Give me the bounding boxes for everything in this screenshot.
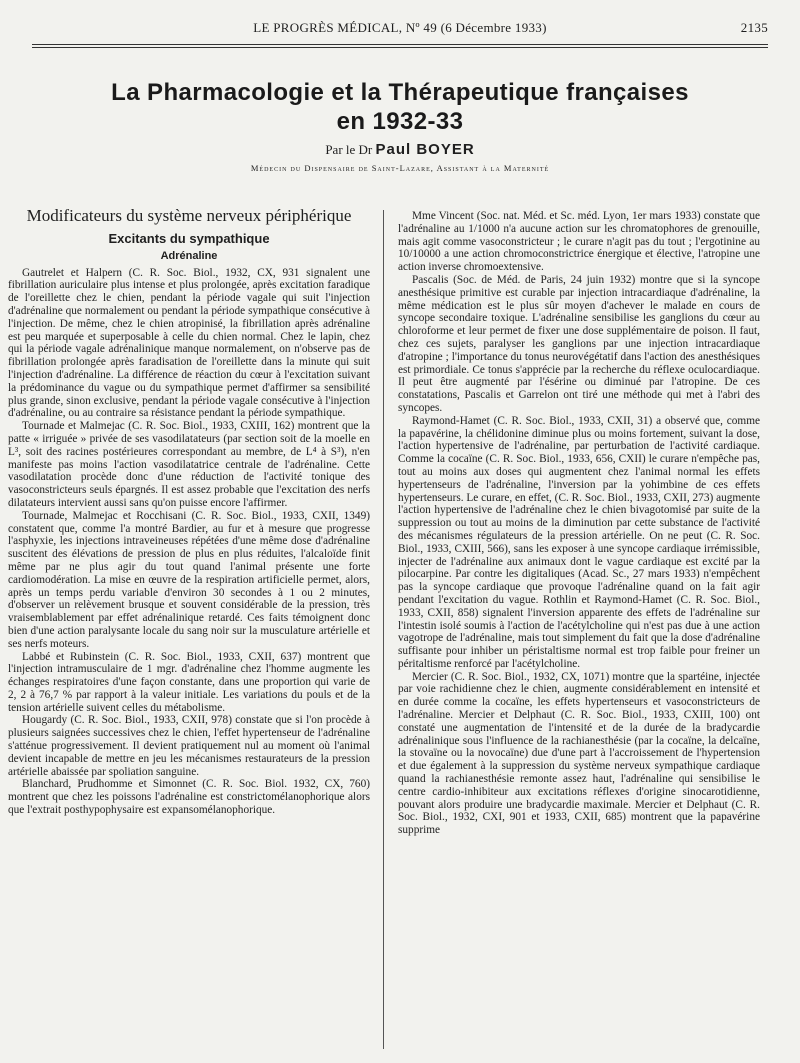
section-subtitle: Excitants du sympathique xyxy=(108,231,270,246)
paragraph-pascalis: Pascalis (Soc. de Méd. de Paris, 24 juin 1932) montre que si la syncope anesthésique primitive est curable par injection intracardiaque d'adrénaline, la même médication est le plus sûr moyen d'achever le malade en cours de syncope secondaire toxique. L'adrénaline sensibilise les ganglions du cœur au chloroforme et leur permet de fixer une dose supplémentaire de poison. Il faut, chez ces sujets, paralyser les ganglions par une injection intracardiaque d'atropine ; l'importance du tonus neurovégétatif dans l'action des anesthésiques est primordiale. Ce tonus s'apprécie par la recherche du réflexe oculocardiaque. Il peut être augmenté par l'ésérine ou diminué par l'atropine. De ces constatations, Pascalis et Garrelon ont tiré une méthode qui met à l'abri des syncopes. xyxy=(398,273,760,414)
right-column xyxy=(398,210,760,1049)
author-affiliation: Médecin du Dispensaire de Saint-Lazare, Assistant à la Maternité xyxy=(250,163,550,173)
paragraph-tournade-malmejac: Tournade et Malmejac (C. R. Soc. Biol., 1933, CXIII, 162) montrent que la patte « irriguée » privée de ses vasodilatateurs (par section soit de la moelle en L³, soit des racines postérieures correspondant au membre, de L⁴ à S³), n'en manifeste pas moins l'action vasodilatatrice centrale de l'adrénaline. Cette vasodilatation procède donc d'une réduction de l'activité tonique des vasoconstricteurs seuls épargnés. Il est assez probable que l'excitation des nerfs dilatateurs intervient aussi sans qu'on puisse encore l'affirmer. xyxy=(8,420,370,509)
article-title-line1: La Pharmacologie et la Thérapeutique françaises xyxy=(111,79,689,106)
paragraph-tournade-rocchisani: Tournade, Malmejac et Rocchisani (C. R. Soc. Biol., 1933, CXII, 1349) constatent que, comme l'a montré Bardier, au fur et à mesure que progresse l'asphyxie, les injections intraveineuses répétées d'une même dose d'adrénaline suscitent des élévations de pression de plus en plus réduites, l'alcaloïde finit même par ne plus agir du tout quand l'animal présente une forte cardiomodération. La mise en œuvre de la respiration artificielle permet, alors, après un temps perdu variable d'environ 30 secondes à 1 ou 2 minutes, d'observer un relèvement brusque et souvent considérable de la pression, très vraisemblablement par effet adrénalinique retardé. Ces faits témoignent donc bien d'une action paralysante locale du sang noir sur la musculature artérielle et ses nerfs moteurs. xyxy=(8,509,370,650)
paragraph-raymond-hamet: Raymond-Hamet (C. R. Soc. Biol., 1933, CXII, 31) a observé que, comme la papavérine, la chélidonine diminue plus ou moins fortement, suivant la dose, l'action hypertensive de l'adrénaline, par perturbation de l'activité cardiaque. Comme la cocaïne (C. R. Soc. Biol., 1933, 656, CXII) le curare n'empêche pas, tout au moins aux doses qui augmentent chez l'animal normal les effets hypertenseurs de l'adrénaline, l'inversion par la yohimbine de ces effets hypertenseurs. Le curare, en effet, (C. R. Soc. Biol., 1933, CXII, 273) augmente l'action hypertensive de l'adrénaline chez le chien bivagotomisé par suite de la suppression ou tout au moins de la diminution par cette substance de l'activité des mécanismes régulateurs de la pression artérielle. On ne peut (C. R. Soc. Biol., 1933, CXIII, 566), sans les exposer à une syncope cardiaque irrémissible, injecter de l'adrénaline aux animaux dont le vague cardiaque est excité par la pilocarpine. Par contre les digitaliques (Acad. Sc., 27 mars 1933) n'empêchent pas la syncope cardiaque que provoque l'adrénaline quand on la fait agir pendant l'excitation du vague. Rothlin et Raymond-Hamet (C. R. Soc. Biol., 1933, CXII, 858) signalent l'inversion apparente des effets de l'adrénaline sur l'intestin isolé soumis à l'action de l'acétylcholine qui n'est pas due à une action vagotrope de l'adrénaline, mais tout simplement du fait que la dose d'adrénaline suffisante pour inhiber un péristaltisme normal est trop faible pour freiner un péritaltisme renforcé par l'acétylcholine. xyxy=(398,414,760,670)
paragraph-blanchard: Blanchard, Prudhomme et Simonnet (C. R. Soc. Biol. 1932, CX, 760) montrent que chez les poissons l'adrénaline est constrictomélanophorique alors que l'extrait posthypophysaire est expansomélanophorique. xyxy=(8,778,370,817)
journal-title: LE PROGRÈS MÉDICAL, Nº 49 (6 Décembre 1933) xyxy=(253,20,547,35)
article-title-line2: en 1932-33 xyxy=(336,108,464,135)
header-rule-top xyxy=(32,44,768,45)
paragraph-hougardy: Hougardy (C. R. Soc. Biol., 1933, CXII, 978) constate que si l'on procède à plusieurs saignées successives chez le chien, l'effet hypertenseur de l'adrénaline s'atténue progressivement. Il devient pratiquement nul au moment où l'animal devient incapable de mettre en jeu les mécanismes restaurateurs de la pression artérielle abaissée par spoliation sanguine. xyxy=(8,714,370,778)
left-column xyxy=(8,205,370,1049)
paragraph-gautrelet: Gautrelet et Halpern (C. R. Soc. Biol., 1932, CX, 931 signalent une fibrillation auriculaire plus intense et plus prolongée, après excitation faradique de l'oreillette chez le chien, pendant la période vagale qui suit l'injection d'adrénaline que normalement ou pendant la période sympathique consécutive à l'injection. De même, chez le chien atropinisé, la fibrillation après adrénaline est peu marquée et superposable à celle du chien normal. Chez le lapin, chez qui la période vagale adrénalinique manque normalement, on n'observe pas de fibrillation prolongée après faradisation de l'oreillette dans la minute qui suit l'injection d'adrénaline. La différence de réaction du cœur à l'excitation suivant la prédominance du vague ou du sympathique permet d'affirmer sa sensibilité plus grande, sinon exclusive, pendant la période vagale consécutive à l'injection d'adrénaline, ou au contraire sa résistance pendant la période sympathique. xyxy=(8,266,370,420)
header-rule-bottom xyxy=(32,47,768,48)
section-subsubtitle: Adrénaline xyxy=(160,249,218,262)
byline-prefix: Par le Dr xyxy=(325,142,373,157)
page-number: 2135 xyxy=(740,20,768,35)
running-head xyxy=(32,20,768,40)
paragraph-mercier: Mercier (C. R. Soc. Biol., 1932, CX, 1071) montre que la spartéine, injectée par voie rachidienne chez le chien, augmente considérablement en intensité et en durée comme la cocaïne, les effets hypertenseurs et vasoconstricteurs de l'adrénaline. Mercier et Delphaut (C. R. Soc. Biol., 1933, CXIII, 100) ont constaté une augmentation de l'intensité et de la durée de la bradycardie adrénalinique sous l'influence de la rachianesthésie (par la cocaïne, la delcaïne, la stovaïne ou la novocaïne) due d'une part à l'accroissement de l'hypertension et due également à la suppression du système nerveux sympathique cardiaque quand la rachianesthésie remonte assez haut, l'adrénaline qui sensibilise le centre cardio-inhibiteur aux excitations réflexes d'origine sinocarotidienne, pouvant alors produire une bradycardie maximale. Mercier et Delphaut (C. R. Soc. Biol., 1932, CXI, 901 et 1933, CXII, 685) montrent que la papavérine supprime xyxy=(398,670,760,837)
author-name: Paul BOYER xyxy=(375,141,475,158)
section-title: Modificateurs du système nerveux périphérique xyxy=(26,206,352,225)
column-divider xyxy=(383,210,384,1049)
paragraph-vincent: Mme Vincent (Soc. nat. Méd. et Sc. méd. Lyon, 1er mars 1933) constate que l'adrénaline au 1/1000 n'a aucune action sur les chromatophores de grenouille, mais agit comme vasoconstricteur ; le curare n'agit pas du tout ; l'ergotinine au 10/10000 a une action chromoconstrictrice énergique et élective, l'atropine une action inverse chromoextensive. xyxy=(398,210,760,274)
article-title xyxy=(60,78,740,136)
paragraph-labbe: Labbé et Rubinstein (C. R. Soc. Biol., 1933, CXII, 637) montrent que l'injection intramusculaire de 1 mgr. d'adrénaline chez l'homme augmente les échanges respiratoires d'une façon constante, dans une proportion qui varie de 2, 2 à 76,7 % par rapport à la valeur initiale. Les variations du pouls et de la tension artérielle suivent celles du métabolisme. xyxy=(8,650,370,714)
byline xyxy=(0,141,800,158)
